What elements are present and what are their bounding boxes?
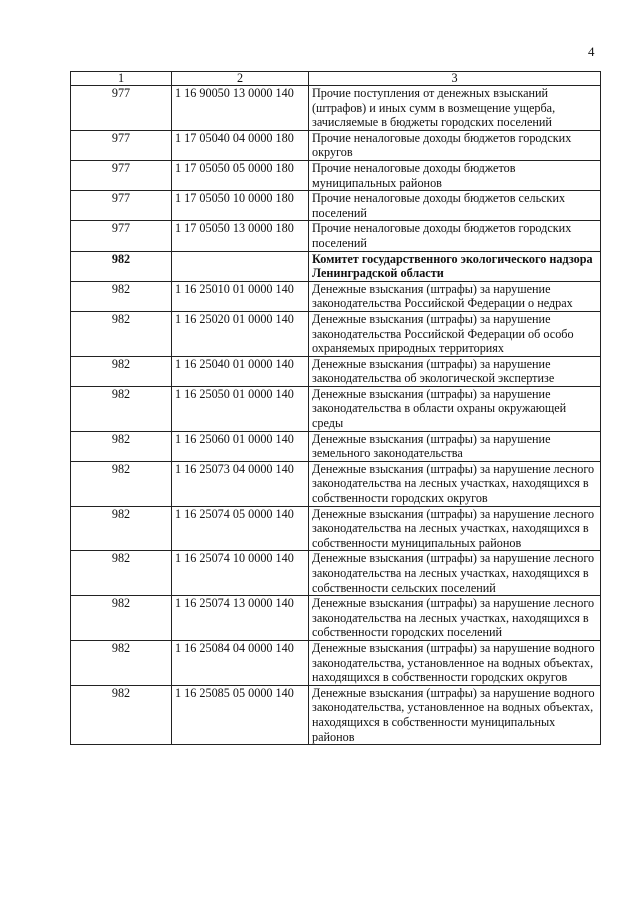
budget-class-code-cell: 1 17 05050 10 0000 180 — [172, 191, 309, 221]
admin-code-cell: 982 — [71, 551, 172, 596]
table-row — [71, 685, 601, 744]
table-row — [71, 551, 601, 596]
budget-class-code-cell: 1 16 25050 01 0000 140 — [172, 386, 309, 431]
table-row — [71, 596, 601, 641]
budget-class-code-cell: 1 16 25074 05 0000 140 — [172, 506, 309, 551]
admin-code-cell: 977 — [71, 191, 172, 221]
budget-class-code-cell: 1 16 25085 05 0000 140 — [172, 685, 309, 744]
table-row — [71, 160, 601, 190]
column-header-2: 2 — [172, 72, 309, 86]
table-row — [71, 251, 601, 281]
column-header-1: 1 — [71, 72, 172, 86]
table-header-row — [71, 72, 601, 86]
table-row — [71, 640, 601, 685]
budget-class-code-cell — [172, 251, 309, 281]
admin-code-cell: 982 — [71, 251, 172, 281]
budget-class-code-cell: 1 16 25060 01 0000 140 — [172, 431, 309, 461]
admin-code-cell: 982 — [71, 461, 172, 506]
income-codes-table — [70, 71, 601, 745]
budget-class-code-cell: 1 16 25040 01 0000 140 — [172, 356, 309, 386]
page-number: 4 — [588, 44, 595, 59]
income-name-cell: Денежные взыскания (штрафы) за нарушение лесного законодательства на лесных участках, находящихся в собственности сельских поселений — [309, 551, 601, 596]
table-row — [71, 356, 601, 386]
income-name-cell: Денежные взыскания (штрафы) за нарушение водного законодательства, установленное на водных объектах, находящихся в собственности городских округов — [309, 640, 601, 685]
table-row — [71, 191, 601, 221]
table-row — [71, 431, 601, 461]
budget-class-code-cell: 1 16 25010 01 0000 140 — [172, 281, 309, 311]
table-row — [71, 386, 601, 431]
income-name-cell: Денежные взыскания (штрафы) за нарушение лесного законодательства на лесных участках, находящихся в собственности городских поселений — [309, 596, 601, 641]
admin-code-cell: 977 — [71, 160, 172, 190]
table-row — [71, 506, 601, 551]
admin-code-cell: 977 — [71, 221, 172, 251]
admin-code-cell: 982 — [71, 356, 172, 386]
budget-class-code-cell: 1 17 05050 13 0000 180 — [172, 221, 309, 251]
column-header-3: 3 — [309, 72, 601, 86]
income-name-cell: Денежные взыскания (штрафы) за нарушение законодательства Российской Федерации об особо охраняемых природных территориях — [309, 311, 601, 356]
admin-code-cell: 982 — [71, 596, 172, 641]
budget-class-code-cell: 1 16 25084 04 0000 140 — [172, 640, 309, 685]
income-name-cell: Комитет государственного экологического надзора Ленинградской области — [309, 251, 601, 281]
admin-code-cell: 977 — [71, 86, 172, 131]
admin-code-cell: 982 — [71, 506, 172, 551]
budget-class-code-cell: 1 16 25073 04 0000 140 — [172, 461, 309, 506]
income-name-cell: Прочие неналоговые доходы бюджетов сельских поселений — [309, 191, 601, 221]
table-row — [71, 461, 601, 506]
budget-class-code-cell: 1 16 25074 13 0000 140 — [172, 596, 309, 641]
income-name-cell: Денежные взыскания (штрафы) за нарушение законодательства Российской Федерации о недрах — [309, 281, 601, 311]
budget-class-code-cell: 1 17 05040 04 0000 180 — [172, 130, 309, 160]
income-name-cell: Денежные взыскания (штрафы) за нарушение земельного законодательства — [309, 431, 601, 461]
admin-code-cell: 982 — [71, 685, 172, 744]
table-row — [71, 130, 601, 160]
budget-class-code-cell: 1 16 90050 13 0000 140 — [172, 86, 309, 131]
income-name-cell: Прочие неналоговые доходы бюджетов городских поселений — [309, 221, 601, 251]
admin-code-cell: 982 — [71, 311, 172, 356]
income-name-cell: Прочие неналоговые доходы бюджетов городских округов — [309, 130, 601, 160]
income-name-cell: Прочие неналоговые доходы бюджетов муниципальных районов — [309, 160, 601, 190]
income-name-cell: Прочие поступления от денежных взысканий (штрафов) и иных сумм в возмещение ущерба, зачисляемые в бюджеты городских поселений — [309, 86, 601, 131]
table-row — [71, 86, 601, 131]
budget-class-code-cell: 1 17 05050 05 0000 180 — [172, 160, 309, 190]
budget-class-code-cell: 1 16 25074 10 0000 140 — [172, 551, 309, 596]
admin-code-cell: 982 — [71, 640, 172, 685]
income-name-cell: Денежные взыскания (штрафы) за нарушение законодательства об экологической экспертизе — [309, 356, 601, 386]
table-row — [71, 281, 601, 311]
income-name-cell: Денежные взыскания (штрафы) за нарушение лесного законодательства на лесных участках, находящихся в собственности муниципальных районов — [309, 506, 601, 551]
admin-code-cell: 977 — [71, 130, 172, 160]
table-row — [71, 311, 601, 356]
table-row — [71, 221, 601, 251]
income-name-cell: Денежные взыскания (штрафы) за нарушение лесного законодательства на лесных участках, находящихся в собственности городских округов — [309, 461, 601, 506]
admin-code-cell: 982 — [71, 386, 172, 431]
admin-code-cell: 982 — [71, 281, 172, 311]
income-name-cell: Денежные взыскания (штрафы) за нарушение законодательства в области охраны окружающей среды — [309, 386, 601, 431]
income-name-cell: Денежные взыскания (штрафы) за нарушение водного законодательства, установленное на водных объектах, находящихся в собственности муниципальных районов — [309, 685, 601, 744]
budget-class-code-cell: 1 16 25020 01 0000 140 — [172, 311, 309, 356]
admin-code-cell: 982 — [71, 431, 172, 461]
